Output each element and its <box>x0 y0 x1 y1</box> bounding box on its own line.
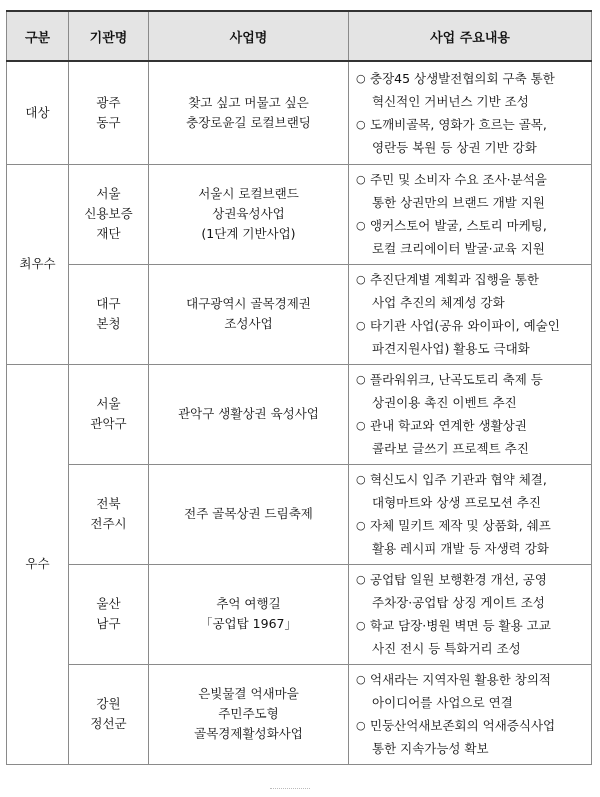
content-line: 앵커스토어 발굴, 스토리 마케팅, <box>370 218 547 233</box>
content-cell <box>349 164 592 264</box>
content-item <box>356 214 586 260</box>
project-line: 대구광역시 골목경제권 <box>186 296 311 311</box>
content-line: 추진단계별 계획과 집행을 통한 <box>370 272 539 287</box>
table-row <box>7 264 592 364</box>
content-cell <box>349 364 592 464</box>
content-line: 대형마트와 상생 프로모션 추진 <box>372 495 541 510</box>
bullet-icon: ○ <box>356 173 366 186</box>
content-line: 사진 전시 등 특화거리 조성 <box>372 641 521 656</box>
content-line: 관내 학교와 연계한 생활상권 <box>370 418 527 433</box>
org-cell <box>69 61 149 164</box>
content-line: 통한 상권만의 브랜드 개발 지원 <box>372 195 545 210</box>
category-cell: 대상 <box>7 61 69 164</box>
category-cell: 우수 <box>7 364 69 764</box>
content-line: 억새라는 지역자원 활용한 창의적 <box>370 672 551 687</box>
content-line: 상권이용 촉진 이벤트 추진 <box>372 395 517 410</box>
content-item <box>356 314 586 360</box>
content-line: 학교 담장·병원 벽면 등 활용 고교 <box>370 618 551 633</box>
content-item <box>356 67 586 113</box>
header-project: 사업명 <box>149 11 349 61</box>
project-line: 전주 골목상권 드림축제 <box>184 506 313 521</box>
bullet-icon: ○ <box>356 71 366 85</box>
content-line: 주차장·공업탑 상징 게이트 조성 <box>372 595 545 610</box>
content-line: 도깨비골목, 영화가 흐르는 골목, <box>370 116 547 132</box>
content-line: 사업 추진의 체계성 강화 <box>372 295 505 310</box>
org-line: 광주 <box>96 94 121 110</box>
content-cell <box>349 61 592 164</box>
content-line: 파견지원사업) 활용도 극대화 <box>372 341 530 356</box>
org-cell <box>69 664 149 764</box>
project-cell <box>149 564 349 664</box>
org-line: 정선군 <box>90 716 127 731</box>
content-cell <box>349 464 592 564</box>
bullet-icon: ○ <box>356 573 366 586</box>
awards-table <box>6 10 592 765</box>
bullet-icon: ○ <box>356 273 366 286</box>
content-line: 통한 지속가능성 확보 <box>372 741 489 756</box>
content-item <box>356 113 586 159</box>
content-line: 아이디어를 사업으로 연결 <box>372 695 513 710</box>
org-line: 울산 <box>96 596 121 611</box>
project-line: 찾고 싶고 머물고 싶은 <box>188 94 309 110</box>
org-line: 관악구 <box>90 416 127 431</box>
project-line: 골목경제활성화사업 <box>194 726 303 741</box>
table-row <box>7 464 592 564</box>
content-line: 공업탑 일원 보행환경 개선, 공영 <box>370 572 547 587</box>
org-line: 동구 <box>96 114 121 130</box>
header-row <box>7 11 592 61</box>
org-line: 신용보증 <box>84 206 133 221</box>
table-row <box>7 664 592 764</box>
project-line: 주민주도형 <box>218 706 279 721</box>
page-divider <box>270 788 310 790</box>
org-cell <box>69 464 149 564</box>
content-line: 자체 밀키트 제작 및 상품화, 쉐프 <box>370 518 551 533</box>
content-line: 콜라보 글쓰기 프로젝트 추진 <box>372 441 529 456</box>
bullet-icon: ○ <box>356 419 366 432</box>
project-line: 추억 여행길 <box>216 596 281 611</box>
org-line: 전북 <box>96 496 121 511</box>
table-row <box>7 364 592 464</box>
org-line: 대구 <box>96 296 121 311</box>
org-cell <box>69 264 149 364</box>
content-item <box>356 514 586 560</box>
org-line: 서울 <box>96 396 121 411</box>
table-row <box>7 61 592 164</box>
project-cell <box>149 61 349 164</box>
header-org: 기관명 <box>69 11 149 61</box>
project-cell <box>149 264 349 364</box>
category-cell: 최우수 <box>7 164 69 364</box>
content-line: 로컬 크리에이터 발굴·교육 지원 <box>372 241 545 256</box>
content-line: 혁신적인 거버넌스 기반 조성 <box>372 93 529 109</box>
header-content: 사업 주요내용 <box>349 11 592 61</box>
content-line: 타기관 사업(공유 와이파이, 예술인 <box>370 318 560 333</box>
project-cell <box>149 364 349 464</box>
content-item <box>356 468 586 514</box>
content-item <box>356 714 586 760</box>
content-item <box>356 614 586 660</box>
org-line: 서울 <box>96 186 121 201</box>
project-line: 은빛물결 억새마을 <box>198 686 299 701</box>
content-item <box>356 168 586 214</box>
content-cell <box>349 564 592 664</box>
content-item <box>356 668 586 714</box>
content-cell <box>349 664 592 764</box>
content-item <box>356 368 586 414</box>
content-line: 혁신도시 입주 기관과 협약 체결, <box>370 472 547 487</box>
project-line: (1단계 기반사업) <box>201 226 296 241</box>
bullet-icon: ○ <box>356 117 366 131</box>
org-cell <box>69 364 149 464</box>
bullet-icon: ○ <box>356 319 366 332</box>
bullet-icon: ○ <box>356 619 366 632</box>
content-item <box>356 268 586 314</box>
org-cell <box>69 564 149 664</box>
project-line: 충장로윤길 로컬브랜딩 <box>186 114 311 130</box>
bullet-icon: ○ <box>356 673 366 686</box>
content-item <box>356 568 586 614</box>
bullet-icon: ○ <box>356 373 366 386</box>
project-cell <box>149 464 349 564</box>
org-line: 전주시 <box>90 516 127 531</box>
project-cell <box>149 164 349 264</box>
bullet-icon: ○ <box>356 473 366 486</box>
org-line: 남구 <box>96 616 121 631</box>
content-cell <box>349 264 592 364</box>
table-row <box>7 564 592 664</box>
org-line: 본청 <box>96 316 121 331</box>
bullet-icon: ○ <box>356 719 366 732</box>
content-line: 민둥산억새보존회의 억새증식사업 <box>370 718 556 733</box>
content-line: 플라워위크, 난곡도토리 축제 등 <box>370 372 543 387</box>
content-line: 충장45 상생발전협의회 구축 통한 <box>370 70 555 86</box>
header-category: 구분 <box>7 11 69 61</box>
content-line: 주민 및 소비자 수요 조사·분석을 <box>370 172 547 187</box>
project-line: 관악구 생활상권 육성사업 <box>178 406 319 421</box>
bullet-icon: ○ <box>356 519 366 532</box>
content-line: 영란등 복원 등 상권 기반 강화 <box>372 139 537 155</box>
org-line: 강원 <box>96 696 121 711</box>
content-item <box>356 414 586 460</box>
project-cell <box>149 664 349 764</box>
table-row <box>7 164 592 264</box>
project-line: 상권육성사업 <box>212 206 285 221</box>
project-line: 서울시 로컬브랜드 <box>198 186 299 201</box>
bullet-icon: ○ <box>356 219 366 232</box>
org-cell <box>69 164 149 264</box>
org-line: 재단 <box>96 226 121 241</box>
content-line: 활용 레시피 개발 등 자생력 강화 <box>372 541 549 556</box>
project-line: 「공업탑 1967」 <box>199 616 297 631</box>
project-line: 조성사업 <box>224 316 273 331</box>
